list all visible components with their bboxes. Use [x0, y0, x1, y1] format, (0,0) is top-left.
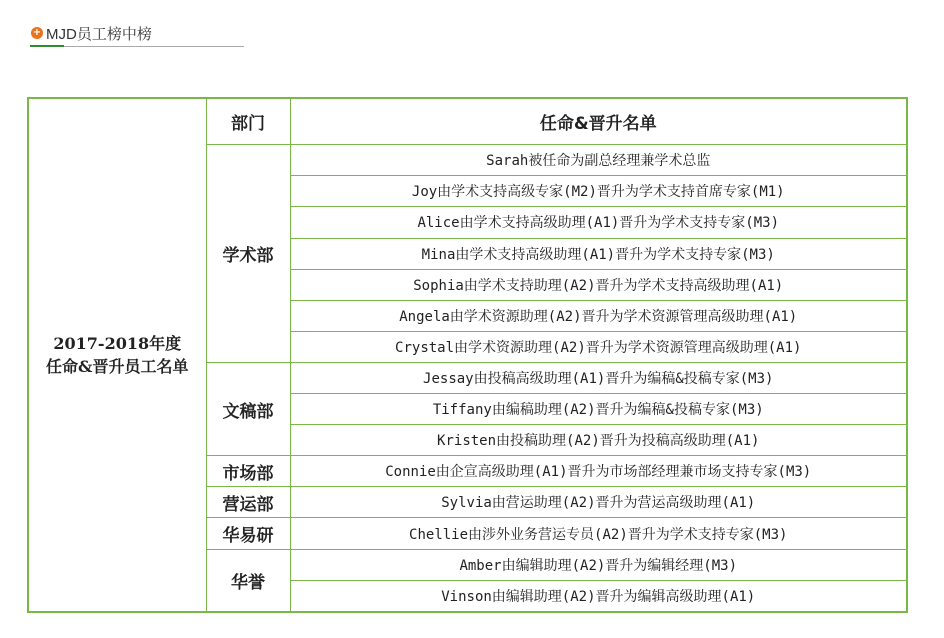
- dept-cell: 华誉: [206, 549, 290, 612]
- promotion-table: [27, 97, 908, 613]
- dept-cell: 市场部: [206, 456, 290, 487]
- promotion-entry: Jessay由投稿高级助理(A1)晋升为编稿&投稿专家(M3): [290, 362, 907, 393]
- promotion-entry: Joy由学术支持高级专家(M2)晋升为学术支持首席专家(M1): [290, 176, 907, 207]
- promotion-entry: Chellie由涉外业务营运专员(A2)晋升为学术支持专家(M3): [290, 518, 907, 549]
- section-header: [30, 22, 244, 47]
- period-caption: 任命&晋升员工名单: [46, 357, 189, 376]
- header-accent-underline: [30, 45, 64, 47]
- dept-cell: 学术部: [206, 145, 290, 363]
- table-header-row: [28, 98, 907, 145]
- promotion-entry: Vinson由编辑助理(A2)晋升为编辑高级助理(A1): [290, 580, 907, 612]
- promotion-entry: Tiffany由编稿助理(A2)晋升为编稿&投稿专家(M3): [290, 394, 907, 425]
- promotion-entry: Amber由编辑助理(A2)晋升为编辑经理(M3): [290, 549, 907, 580]
- column-header-list: 任命&晋升名单: [290, 98, 907, 145]
- promotion-entry: Crystal由学术资源助理(A2)晋升为学术资源管理高级助理(A1): [290, 331, 907, 362]
- promotion-entry: Connie由企宣高级助理(A1)晋升为市场部经理兼市场支持专家(M3): [290, 456, 907, 487]
- column-header-dept: 部门: [206, 98, 290, 145]
- dept-cell: 文稿部: [206, 362, 290, 455]
- promotion-entry: Sarah被任命为副总经理兼学术总监: [290, 145, 907, 176]
- section-title: MJD员工榜中榜: [46, 26, 152, 43]
- dept-cell: 华易研: [206, 518, 290, 549]
- promotion-entry: Sylvia由营运助理(A2)晋升为营运高级助理(A1): [290, 487, 907, 518]
- plus-circle-icon: +: [32, 27, 42, 38]
- dept-cell: 营运部: [206, 487, 290, 518]
- promotion-entry: Mina由学术支持高级助理(A1)晋升为学术支持专家(M3): [290, 238, 907, 269]
- period-cell: [28, 98, 206, 612]
- promotion-entry: Angela由学术资源助理(A2)晋升为学术资源管理高级助理(A1): [290, 300, 907, 331]
- promotion-entry: Kristen由投稿助理(A2)晋升为投稿高级助理(A1): [290, 425, 907, 456]
- promotion-entry: Alice由学术支持高级助理(A1)晋升为学术支持专家(M3): [290, 207, 907, 238]
- period-year: 2017-2018年度: [53, 334, 182, 353]
- promotion-entry: Sophia由学术支持助理(A2)晋升为学术支持高级助理(A1): [290, 269, 907, 300]
